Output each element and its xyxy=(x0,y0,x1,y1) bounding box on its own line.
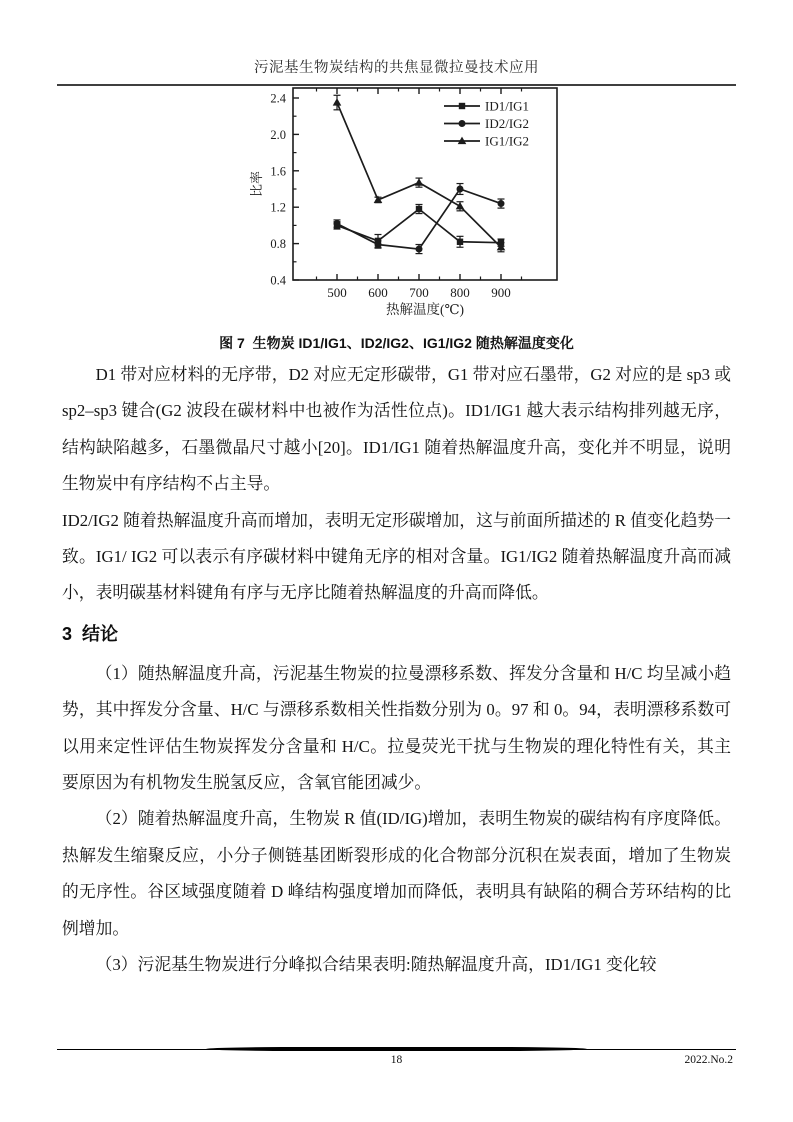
section-heading: 3 结论 xyxy=(62,623,119,644)
marker-circle xyxy=(375,241,382,248)
y-tick-label: 0.4 xyxy=(270,273,286,288)
footer-rule-bulge xyxy=(206,1047,586,1051)
y-tick-label: 1.2 xyxy=(270,200,286,215)
marker-circle xyxy=(459,120,466,127)
legend-label: ID1/IG1 xyxy=(485,98,530,114)
paragraph: （1）随热解温度升高，污泥基生物炭的拉曼漂移系数、挥发分含量和 H/C 均呈减小趋势，其中挥发分含量、H/C 与漂移系数相关性指数分别为 0。97 和 0。94，表明漂移系数可以用来定性评估生物炭挥发分含量和 H/C。拉曼荧光干扰与生物炭的理化特性有关，其主要原因为有机物发生脱氢反应，含氧官能团减少。 xyxy=(62,663,731,793)
y-tick-label: 1.6 xyxy=(270,164,286,179)
marker-triangle xyxy=(456,202,465,210)
marker-triangle xyxy=(415,178,424,186)
marker-circle xyxy=(498,200,505,207)
body-text xyxy=(62,357,731,984)
paragraph: ID2/IG2 随着热解温度升高而增加，表明无定形碳增加，这与前面所描述的 R 值变化趋势一致。IG1/ IG2 可以表示有序碳材料中键角无序的相对含量。IG1/IG2 随着热解温度升高而减小，表明碳基材料键角有序与无序比随着热解温度的升高而降低。 xyxy=(62,510,731,603)
series-line-ID2-IG2 xyxy=(337,189,501,249)
figure-chart xyxy=(248,84,568,334)
legend-label: ID2/IG2 xyxy=(485,116,530,131)
marker-triangle xyxy=(333,98,342,106)
x-tick-label: 700 xyxy=(409,285,429,300)
marker-square xyxy=(457,239,463,245)
paragraph: D1 带对应材料的无序带，D2 对应无定形碳带，G1 带对应石墨带，G2 对应的是 sp3 或 sp2–sp3 键合(G2 波段在碳材料中也被作为活性位点)。ID1/IG1 越大表示结构排列越无序，结构缺陷越多，石墨微晶尺寸越小[20]。ID1/IG1 随着热解温度升高，变化并不明显，说明生物炭中有序结构不占主导。 xyxy=(62,365,731,494)
x-tick-label: 600 xyxy=(368,285,388,300)
paragraph: （3）污泥基生物炭进行分峰拟合结果表明:随热解温度升高，ID1/IG1 变化较 xyxy=(95,955,657,975)
y-tick-label: 2.0 xyxy=(270,127,286,142)
y-tick-label: 2.4 xyxy=(270,91,286,106)
paragraph: （2）随着热解温度升高，生物炭 R 值(ID/IG)增加，表明生物炭的碳结构有序度降低。热解发生缩聚反应，小分子侧链基团断裂形成的化合物部分沉积在炭表面，增加了生物炭的无序性。谷区域强度随着 D 峰结构强度增加而降低，表明具有缺陷的稠合芳环结构的比例增加。 xyxy=(62,809,731,938)
marker-square xyxy=(459,103,465,109)
x-tick-label: 500 xyxy=(327,285,347,300)
legend-label: IG1/IG2 xyxy=(485,133,530,149)
figure-caption: 图 7 生物炭 ID1/IG1、ID2/IG2、IG1/IG2 随热解温度变化 xyxy=(219,335,574,351)
x-tick-label: 800 xyxy=(450,285,470,300)
running-head-title: 污泥基生物炭结构的共焦显微拉曼技术应用 xyxy=(254,60,539,76)
figure-chart-svg xyxy=(248,84,568,334)
y-axis-title: 比率 xyxy=(249,170,264,198)
marker-circle xyxy=(334,220,341,227)
marker-circle xyxy=(457,186,464,193)
y-tick-label: 0.8 xyxy=(270,237,286,252)
marker-square xyxy=(416,206,422,212)
x-tick-label: 900 xyxy=(491,285,511,300)
footer-page-number: 18 xyxy=(390,1054,403,1066)
footer-rule xyxy=(57,1047,736,1052)
x-axis-title: 热解温度(℃) xyxy=(385,302,465,317)
marker-circle xyxy=(416,246,423,253)
footer-issue-label: 2022.No.2 xyxy=(684,1054,733,1066)
